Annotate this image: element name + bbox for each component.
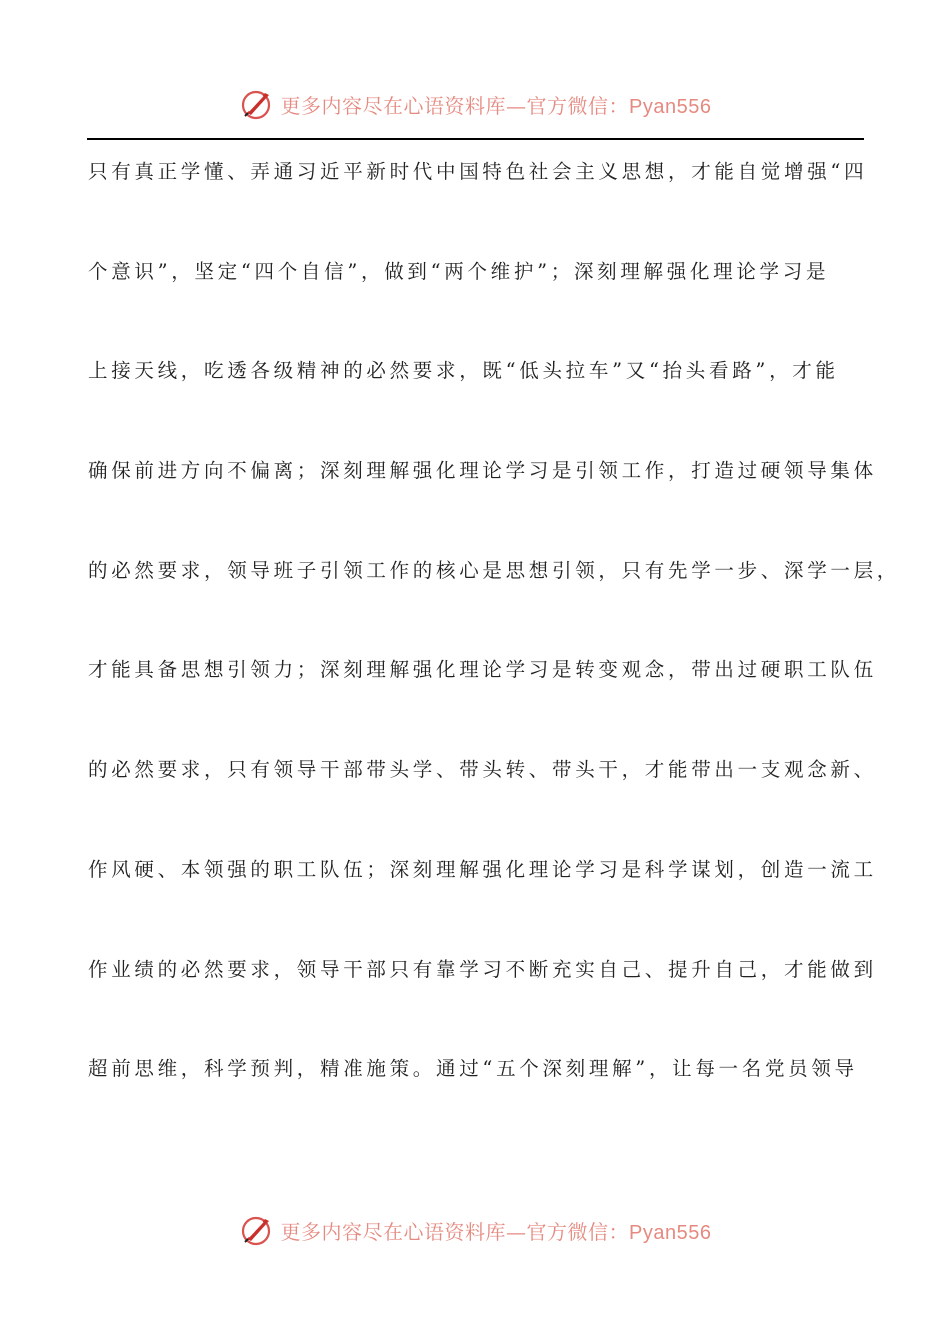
quill-pen-logo-icon xyxy=(239,1212,275,1248)
text-line: 的必然要求，领导班子引领工作的核心是思想引领，只有先学一步、深学一层， xyxy=(88,558,901,582)
banner-main-text: 更多内容尽在心语资料库—官方微信： xyxy=(280,93,630,118)
text-line: 个意识”，坚定“四个自信”，做到“两个维护”；深刻理解强化理论学习是 xyxy=(88,259,830,283)
header-banner xyxy=(0,84,950,124)
quill-pen-logo-icon xyxy=(239,86,275,122)
header-divider xyxy=(87,138,864,140)
text-line: 确保前进方向不偏离；深刻理解强化理论学习是引领工作，打造过硬领导集体 xyxy=(88,459,877,483)
banner-text xyxy=(281,90,712,119)
text-line: 作风硬、本领强的职工队伍；深刻理解强化理论学习是科学谋划，创造一流工 xyxy=(88,857,877,881)
text-line: 超前思维，科学预判，精准施策。通过“五个深刻理解”，让每一名党员领导 xyxy=(88,1057,858,1081)
text-line: 只有真正学懂、弄通习近平新时代中国特色社会主义思想，才能自觉增强“四 xyxy=(88,160,868,183)
text-line: 作业绩的必然要求，领导干部只有靠学习不断充实自己、提升自己，才能做到 xyxy=(88,957,877,981)
banner-main-text: 更多内容尽在心语资料库—官方微信： xyxy=(280,1219,630,1244)
wechat-id: Pyan556 xyxy=(629,1221,712,1244)
document-body xyxy=(88,150,901,1147)
banner-text xyxy=(281,1216,712,1245)
footer-banner xyxy=(0,1210,950,1250)
text-line: 上接天线，吃透各级精神的必然要求，既“低头拉车”又“抬头看路”，才能 xyxy=(88,359,839,383)
text-line: 的必然要求，只有领导干部带头学、带头转、带头干，才能带出一支观念新、 xyxy=(88,758,877,782)
text-line: 才能具备思想引领力；深刻理解强化理论学习是转变观念，带出过硬职工队伍 xyxy=(88,658,877,682)
wechat-id: Pyan556 xyxy=(629,95,712,118)
